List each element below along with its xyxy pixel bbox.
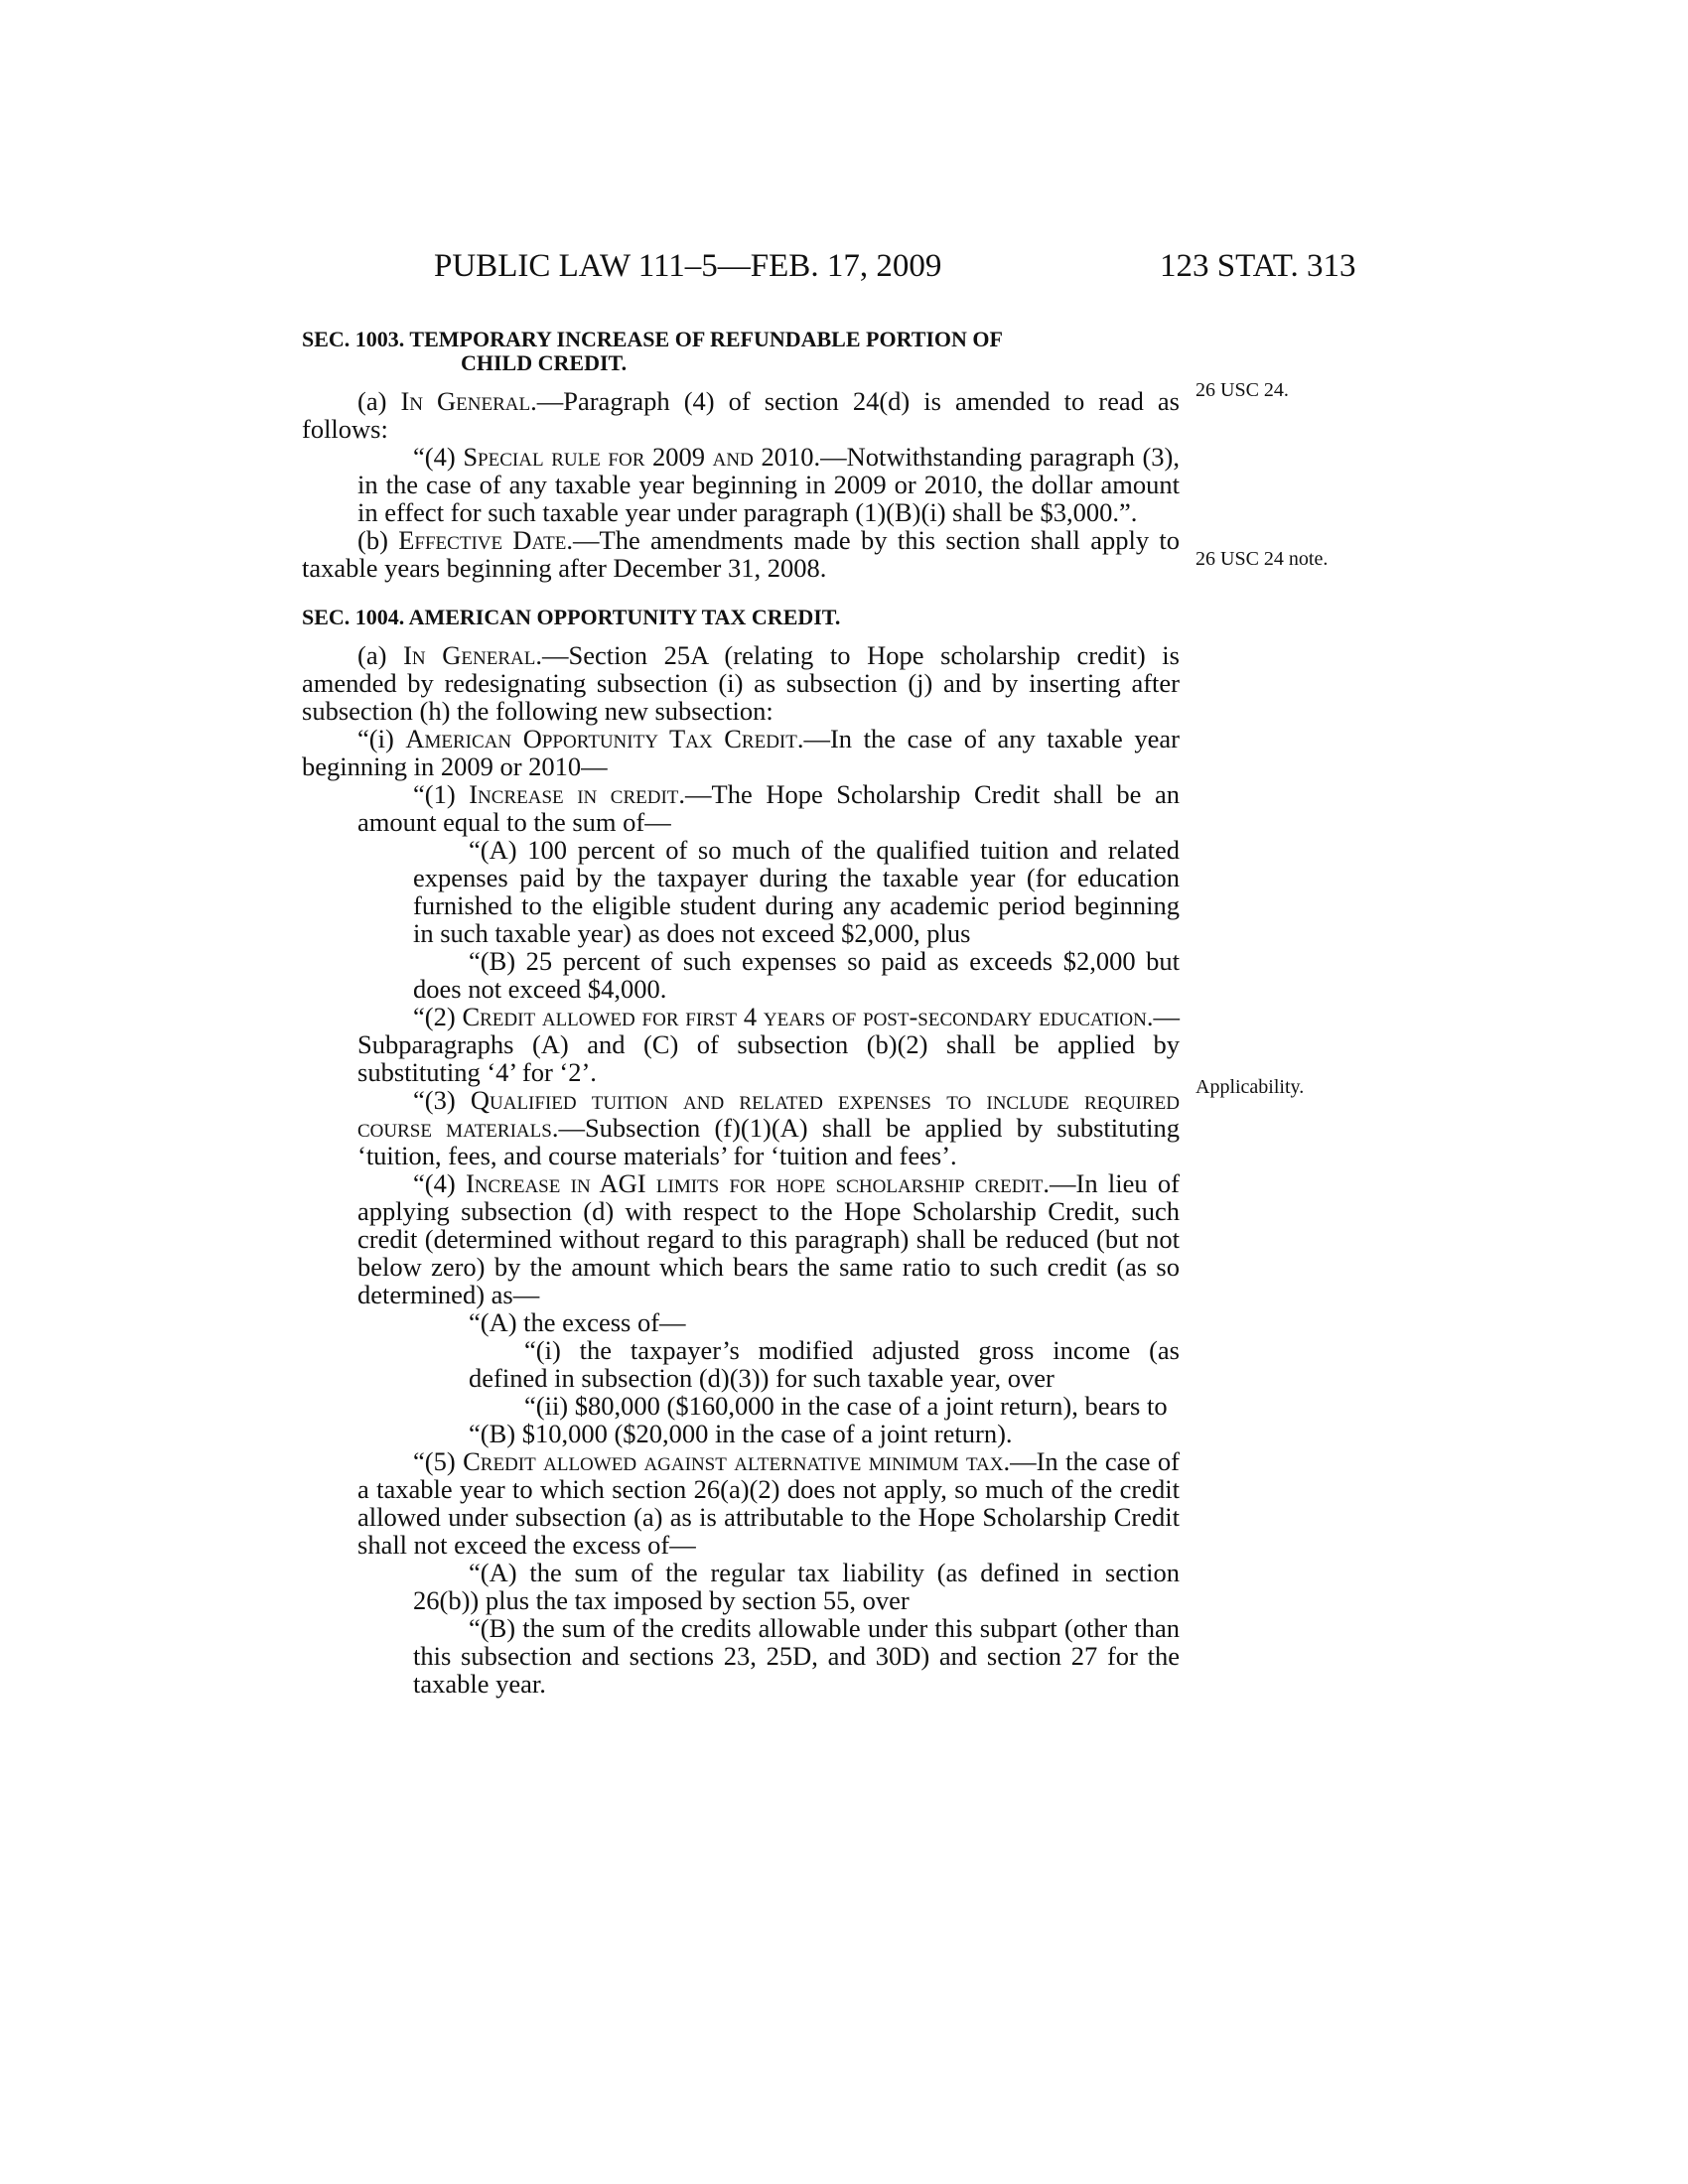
- running-header-page: 123 STAT. 313: [1160, 248, 1356, 284]
- sec1003-subsection-a: (a) In General.—Paragraph (4) of section 24(d) is amended to read as follows:: [302, 386, 1180, 444]
- margin-note-usc-24: 26 USC 24.: [1196, 379, 1289, 401]
- sec1004-paragraph-2: “(2) Credit allowed for first 4 years of post-secondary education.—Subparagraphs (A) and (C) of subsection (b)(2) shall be applied by substituting ‘4’ for ‘2’.: [357, 1002, 1180, 1087]
- sec1003-subsection-b: (b) Effective Date.—The amendments made by this section shall apply to taxable years beginning after December 31, 2008.: [302, 525, 1180, 583]
- section-1003-heading-line1: SEC. 1003. TEMPORARY INCREASE OF REFUNDABLE PORTION OF: [302, 327, 1003, 351]
- sec1003-paragraph-4: “(4) Special rule for 2009 and 2010.—Notwithstanding paragraph (3), in the case of any taxable year beginning in 2009 or 2010, the dollar amount in effect for such taxable year under paragraph (1)(B)(i) shall be $3,000.”.: [357, 442, 1181, 527]
- sec1004-paragraph-4-A-ii: “(ii) $80,000 ($160,000 in the case of a joint return), bears to: [524, 1391, 1168, 1421]
- running-header-title: PUBLIC LAW 111–5—FEB. 17, 2009: [434, 248, 942, 284]
- sec1004-paragraph-1: “(1) Increase in credit.—The Hope Scholarship Credit shall be an amount equal to the sum of—: [357, 779, 1180, 837]
- sec1004-subsection-a: (a) In General.—Section 25A (relating to Hope scholarship credit) is amended by redesignating subsection (i) as subsection (j) and by inserting after subsection (h) the following new subsection:: [302, 640, 1180, 726]
- sec1004-subsection-i: “(i) American Opportunity Tax Credit.—In the case of any taxable year beginning in 2009 or 2010—: [302, 724, 1180, 781]
- sec1004-paragraph-1-B: “(B) 25 percent of such expenses so paid as exceeds $2,000 but does not exceed $4,000.: [413, 946, 1180, 1004]
- margin-note-usc-24-note: 26 USC 24 note.: [1196, 548, 1329, 570]
- sec1004-paragraph-4: “(4) Increase in AGI limits for hope scholarship credit.—In lieu of applying subsection (d) with respect to the Hope Scholarship Credit, such credit (determined without regard to this paragraph) shall be reduced (but not below zero) by the amount which bears the same ratio to such credit (as so determined) as—: [357, 1168, 1180, 1309]
- section-1003-heading-line2: CHILD CREDIT.: [461, 350, 628, 375]
- sec1004-paragraph-5-B: “(B) the sum of the credits allowable under this subpart (other than this subsection and sections 23, 25D, and 30D) and section 27 for the taxable year.: [413, 1613, 1180, 1699]
- sec1004-paragraph-4-A-i: “(i) the taxpayer’s modified adjusted gross income (as defined in subsection (d)(3)) for such taxable year, over: [469, 1335, 1180, 1393]
- sec1004-paragraph-5-A: “(A) the sum of the regular tax liability (as defined in section 26(b)) plus the tax imposed by section 55, over: [413, 1558, 1180, 1615]
- sec1004-paragraph-5: “(5) Credit allowed against alternative minimum tax.—In the case of a taxable year to which section 26(a)(2) does not apply, so much of the credit allowed under subsection (a) as is attributable to the Hope Scholarship Credit shall not exceed the excess of—: [357, 1446, 1180, 1560]
- body-text: [302, 328, 1180, 1698]
- sec1004-paragraph-3: “(3) Qualified tuition and related expenses to include required course materials.—Subsection (f)(1)(A) shall be applied by substituting ‘tuition, fees, and course materials’ for ‘tuition and fees’.: [357, 1085, 1180, 1170]
- sec1004-paragraph-4-B: “(B) $10,000 ($20,000 in the case of a joint return).: [469, 1419, 1013, 1448]
- margin-note-applicability: Applicability.: [1196, 1076, 1305, 1098]
- section-1003-heading: [302, 328, 1180, 375]
- section-1004-heading: SEC. 1004. AMERICAN OPPORTUNITY TAX CREDIT.: [302, 605, 841, 629]
- sec1004-paragraph-4-A: “(A) the excess of—: [469, 1307, 686, 1337]
- sec1004-paragraph-1-A: “(A) 100 percent of so much of the qualified tuition and related expenses paid by the taxpayer during the taxable year (for education furnished to the eligible student during any academic period beginning in such taxable year) as does not exceed $2,000, plus: [413, 835, 1180, 948]
